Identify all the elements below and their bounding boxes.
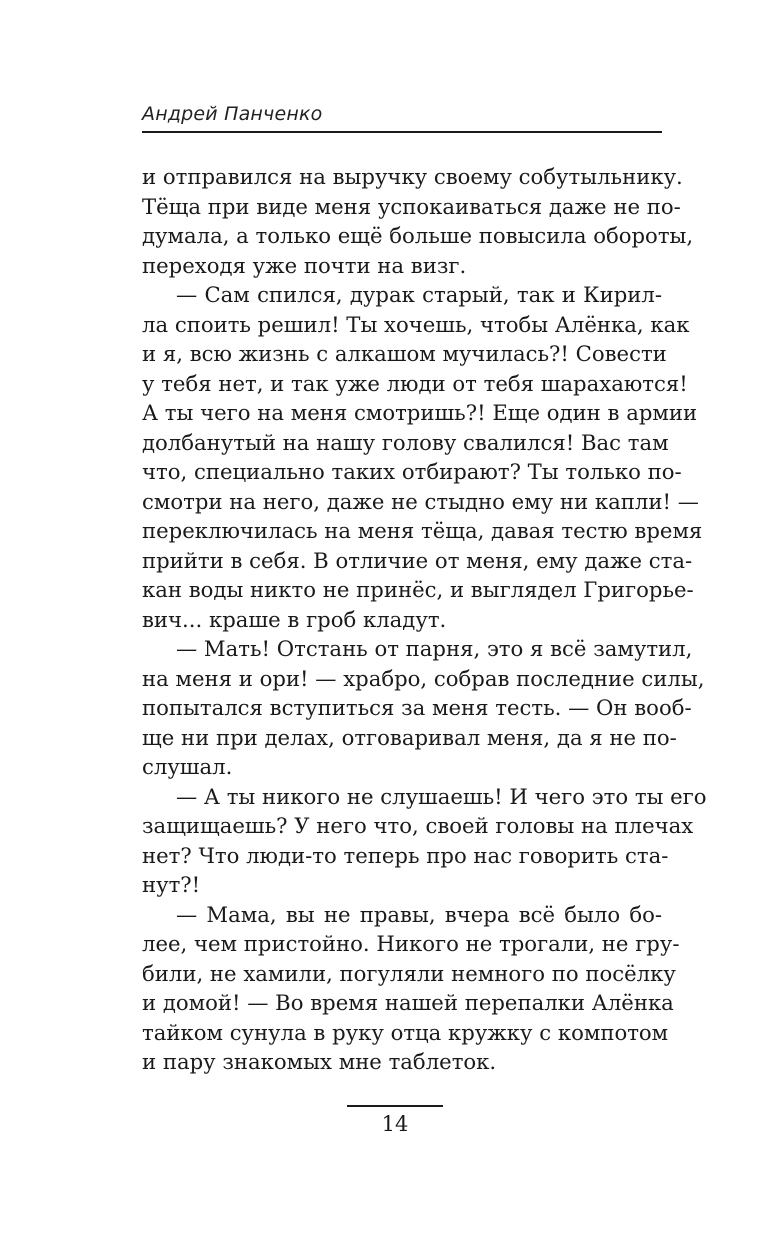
header-rule — [142, 131, 662, 133]
text-line: переходя уже почти на визг. — [142, 252, 467, 278]
page-number: 14 — [381, 1112, 409, 1136]
text-line: ще ни при делах, отговаривал меня, да я не по- — [142, 724, 677, 750]
text-line: что, специально таких отбирают? Ты только по- — [142, 459, 682, 484]
text-line: переключилась на меня тёща, давая тестю время — [142, 518, 703, 543]
text-line: ла споить решил! Ты хочешь, чтобы Алёнка, как — [142, 311, 690, 337]
text-line: думала, а только ещё больше повысила обороты, — [142, 223, 694, 248]
text-line: и я, всю жизнь с алкашом мучилась?! Совести — [142, 341, 667, 366]
text-line: нет? Что люди-то теперь про нас говорить ста- — [142, 842, 669, 868]
text-line: нут?! — [142, 872, 201, 897]
text-line: тайком сунула в руку отца кружку с компотом — [142, 1019, 669, 1045]
text-line: — Мама, вы не правы, вчера всё было бо- — [176, 901, 662, 927]
text-line: слушал. — [142, 754, 233, 779]
text-line: прийти в себя. В отличие от меня, ему даже ста- — [142, 547, 693, 573]
text-line: А ты чего на меня смотришь?! Еще один в армии — [142, 400, 698, 425]
text-line: на меня и ори! — храбро, собрав последние силы, — [142, 665, 705, 691]
text-line: и домой! — Во время нашей перепалки Алёнка — [142, 990, 674, 1015]
text-line: долбанутый на нашу голову свалился! Вас там — [142, 429, 669, 455]
text-line: били, не хамили, погуляли немного по посёлку — [142, 960, 676, 986]
text-line: и отправился на выручку своему собутыльнику. — [142, 164, 683, 189]
text-line: кан воды никто не принёс, и выглядел Григорье- — [142, 577, 694, 602]
text-line: попытался вступиться за меня тесть. — Он вооб- — [142, 695, 692, 720]
text-line: и пару знакомых мне таблеток. — [142, 1049, 497, 1074]
footer-rule — [347, 1105, 443, 1107]
text-line: — Сам спился, дурак старый, так и Кирил- — [176, 282, 662, 307]
text-line: защищаешь? У него что, своей головы на плечах — [142, 813, 694, 838]
running-head-author: Андрей Панченко — [142, 103, 323, 125]
text-line: Тёща при виде меня успокаиваться даже не по- — [142, 193, 681, 219]
text-line: — А ты никого не слушаешь! И чего это ты его — [176, 783, 707, 809]
text-line: вич... краше в гроб кладут. — [142, 606, 447, 632]
body-text — [142, 162, 707, 1077]
text-line: лее, чем пристойно. Никого не трогали, не гру- — [142, 931, 680, 956]
text-line: смотри на него, даже не стыдно ему ни капли! — — [142, 488, 699, 514]
text-line: — Мать! Отстань от парня, это я всё замутил, — [176, 636, 693, 661]
text-line: у тебя нет, и так уже люди от тебя шарахаются! — [142, 370, 688, 396]
